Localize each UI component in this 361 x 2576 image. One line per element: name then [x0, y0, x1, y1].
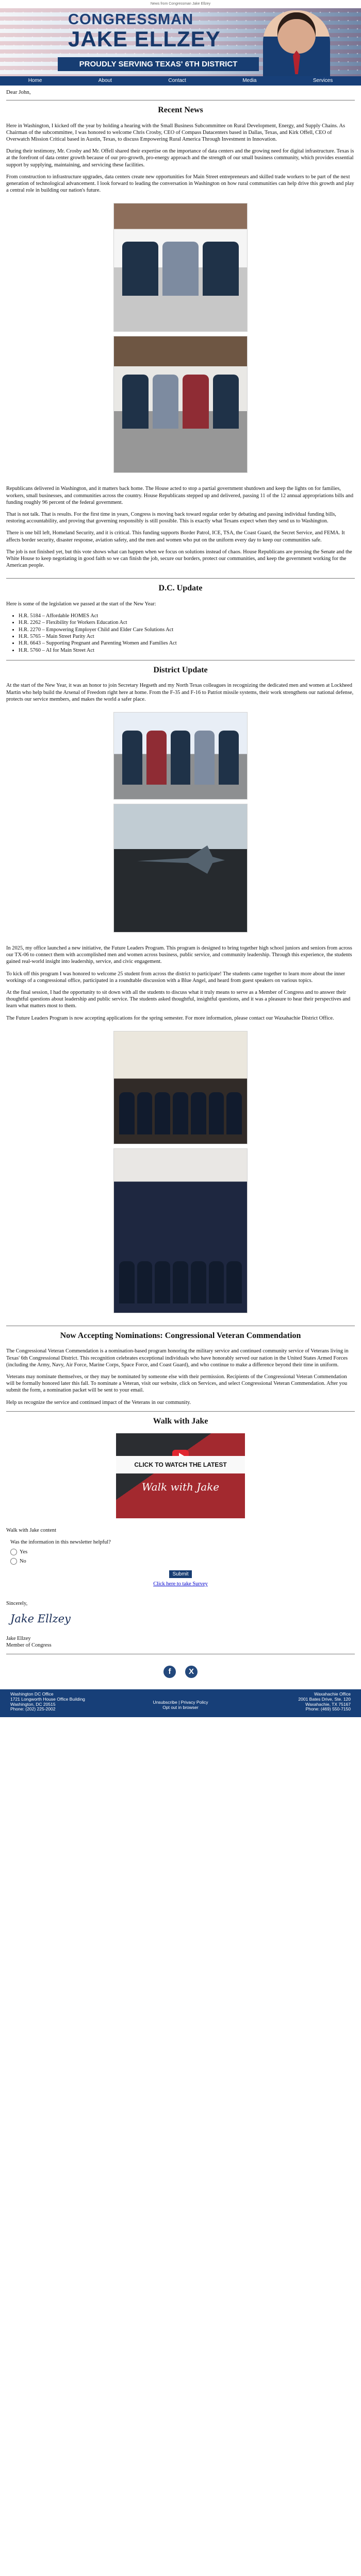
banner-congress: CONGRESSMAN	[68, 11, 194, 28]
sincerely: Sincerely,	[6, 1600, 28, 1606]
student-silhouette	[119, 1092, 135, 1134]
person-silhouette	[122, 731, 142, 785]
no-label: No	[20, 1558, 26, 1565]
district-paragraph: At the final session, I had the opportunity to sit down with all the students to discuss what it truly means to serve as a Member of Congress and to answer their thoughtful questions about leadership and public service. The students asked thoughtful, insightful questions, and it was a pleasure to hear their perspectives and learn what matters most to them.	[6, 990, 351, 1009]
future-leaders-photo-block	[113, 1031, 248, 1313]
news-paragraph: Here in Washington, I kicked off the year by holding a hearing with the Small Business Subcommittee on Rural Development, Energy, and Supply Chains. As Chairman of the subcommittee, I was honored to welcome Chris Crosby, CEO of Compass Datacenters based in Dallas, Texas, and Kirk Offell, CEO of Overwatch Mission Critical based in Austin, Texas, to discuss Empowering Rural America Through Investment in Innovation.	[6, 123, 346, 142]
banner-name: JAKE ELLZEY	[68, 27, 221, 51]
survey-link[interactable]: Click here to take Survey	[153, 1581, 208, 1587]
legislation-item: • H.R. 5184 – Affordable HOMES Act	[19, 613, 355, 619]
person-silhouette	[194, 731, 215, 785]
legislation-item: • H.R. 2262 – Flexibility for Workers Education Act	[19, 619, 355, 626]
divider	[6, 1411, 355, 1412]
hearing-participants	[122, 242, 239, 296]
divider	[6, 578, 355, 579]
yes-radio[interactable]	[10, 1549, 17, 1555]
dc-office-info	[10, 1692, 124, 1717]
student-silhouette	[226, 1092, 242, 1134]
roundtable-photo	[113, 1148, 248, 1313]
recent-news-title: Recent News	[158, 106, 203, 115]
legislation-item: • H.R. 6643 – Supporting Pregnant and Parenting Women and Families Act	[19, 640, 355, 647]
lockheed-group	[122, 740, 239, 785]
nav-contact[interactable]: Contact	[168, 77, 186, 83]
lockheed-photo-block	[113, 712, 248, 933]
nav-services[interactable]: Services	[313, 77, 333, 83]
district-office-city: Waxahachie, TX 75167	[305, 1701, 351, 1707]
news-paragraph: That is not talk. That is results. For the first time in years, Congress is moving back toward regular order by debating and passing individual funding bills, restoring accountability, and proving that governing responsibly is still possible. This is exactly what Texans expect when they send us to Washington.	[6, 511, 336, 524]
nav-spacer	[0, 86, 361, 88]
news-paragraph: From construction to infrastructure upgrades, data centers create new opportunities for Main Street entrepreneurs and skilled trade workers to be part of the next generation of technological advancement. I look forward to leading the conversation in Washington on how rural communities can help drive this growth and play a central role in building our nation's future.	[6, 174, 354, 194]
watch-latest-label: CLICK TO WATCH THE LATEST	[116, 1456, 245, 1473]
yes-label: Yes	[20, 1549, 28, 1555]
student-silhouette	[191, 1092, 206, 1134]
congressman-head	[277, 12, 316, 54]
main-navigation	[0, 76, 361, 86]
social-links	[6, 1662, 355, 1682]
hearing-photo-block	[113, 203, 248, 473]
person-silhouette	[122, 375, 149, 429]
member-title: Member of Congress	[6, 1642, 52, 1648]
testimony-photo	[113, 336, 248, 473]
person-silhouette	[122, 242, 158, 296]
person-silhouette	[119, 1261, 135, 1303]
opt-out-link[interactable]: Opt out in browser	[162, 1704, 199, 1710]
person-silhouette	[153, 375, 179, 429]
person-silhouette	[203, 242, 239, 296]
testimony-participants	[122, 375, 239, 429]
person-silhouette	[171, 731, 191, 785]
walk-content: Walk with Jake content	[6, 1528, 56, 1534]
nav-about[interactable]: About	[98, 77, 112, 83]
district-office-title: Waxahachie Office	[314, 1691, 351, 1697]
newsletter-footer	[0, 1689, 361, 1717]
dc-office-title: Washington DC Office	[10, 1691, 54, 1697]
district-paragraph: At the start of the New Year, it was an honor to join Secretary Hegseth and my North Texas colleagues in recognizing the dedicated men and women at Lockheed Martin who help build the Arsenal of Freedom right here at home. From the F-35 and F-16 to Patriot missile systems, their work strengthens our national defense, protects our service members, and makes the world a safer place.	[6, 683, 354, 702]
student-silhouette	[155, 1092, 170, 1134]
person-silhouette	[162, 242, 199, 296]
news-paragraph: Republicans delivered in Washington, and it matters back home. The House acted to stop a partial government shutdown and keep the lights on for families, workers, small businesses, and communities across the country. House Republicans stepped up and delivered, passing 11 of the 12 annual appropriations bills and funding roughly 96 percent of the federal government.	[6, 486, 354, 505]
legislation-item: • H.R. 5765 – Main Street Parity Act	[19, 633, 355, 640]
district-office-address: 2001 Bates Drive, Ste. 120	[298, 1696, 351, 1702]
news-paragraph: During their testimony, Mr. Crosby and Mr. Offell shared their expertise on the importance of data centers and the growing need for digital infrastructure. Texas is at the forefront of data center growth because of our pro-growth, pro-energy approach and the strength of our small business community, which provides essential support by supplying, maintaining, and servicing these facilities.	[6, 148, 354, 168]
nav-media[interactable]: Media	[242, 77, 257, 83]
person-silhouette	[146, 731, 167, 785]
dc-intro: Here is some of the legislation we passed at the start of the New Year:	[6, 601, 156, 607]
legislation-item: • H.R. 5760 – AI for Main Street Act	[19, 647, 355, 654]
walk-video-card[interactable]	[116, 1433, 245, 1518]
signature: Jake Ellzey	[10, 1612, 71, 1625]
top-notice: News from Congressman Jake Ellzey	[150, 2, 211, 6]
student-silhouette	[209, 1092, 224, 1134]
legislation-list	[19, 613, 355, 654]
x-icon[interactable]: X	[185, 1666, 198, 1678]
dc-office-address: 1721 Longworth House Office Building	[10, 1696, 85, 1702]
footer-links	[124, 1692, 237, 1717]
roundtable-group	[119, 1184, 242, 1303]
nav-home[interactable]: Home	[28, 77, 42, 83]
student-silhouette	[173, 1092, 188, 1134]
news-paragraph: The job is not finished yet, but this vote shows what can happen when we focus on solutions instead of chaos. House Republicans are pressing the Senate and the White House to keep negotiating in good faith so we can finish the job, secure our borders, protect our communities, and keep the government working for the American people.	[6, 549, 352, 569]
person-silhouette	[155, 1261, 170, 1303]
district-update-title: District Update	[153, 665, 208, 674]
no-option[interactable]	[10, 1558, 355, 1565]
students-group-photo	[113, 1031, 248, 1144]
feedback-question: Was the information in this newsletter helpful?	[10, 1539, 111, 1546]
nomination-paragraph: Help us recognize the service and continued impact of the Veterans in our community.	[6, 1399, 191, 1405]
fighter-jet-icon	[137, 845, 225, 874]
proudly-serving-banner: PROUDLY SERVING TEXAS' 6TH DISTRICT	[58, 57, 259, 71]
greeting: Dear John,	[6, 89, 31, 95]
no-radio[interactable]	[10, 1558, 17, 1565]
person-silhouette	[219, 731, 239, 785]
unsubscribe-link[interactable]: Unsubscribe	[153, 1700, 177, 1705]
dc-office-phone: Phone: (202) 225-2002	[10, 1706, 56, 1712]
person-silhouette	[209, 1261, 224, 1303]
students-group	[119, 1066, 242, 1134]
dc-office-city: Washington, DC 20515	[10, 1701, 56, 1707]
nomination-paragraph: Veterans may nominate themselves, or they may be nominated by someone else with their permission. Recipients of the Congressional Veteran Commendation will be formally honored later this fall. To nominate a Veteran, visit our website, click on Services, and select Congressional Veteran Commendation. After you submit the form, a nomination packet will be sent to your email.	[6, 1374, 348, 1394]
person-silhouette	[191, 1261, 206, 1303]
nominations-title: Now Accepting Nominations: Congressional Veteran Commendation	[60, 1331, 301, 1340]
district-office-info	[237, 1692, 351, 1717]
submit-button[interactable]: Submit	[169, 1570, 191, 1578]
person-silhouette	[213, 375, 239, 429]
link-separator: |	[178, 1700, 181, 1705]
person-silhouette	[137, 1261, 153, 1303]
nomination-paragraph: The Congressional Veteran Commendation is a nomination-based program honoring the military service and continued community service of Veterans living in Texas' 6th Congressional District. This recognition celebrates exceptional individuals who have honorably served our nation in the United States Armed Forces (including the Army, Navy, Air Force, Marine Corps, Space Force, and Coast Guard), and who continue to make a difference beyond their time in uniform.	[6, 1348, 349, 1368]
news-paragraph: There is one bill left, Homeland Security, and it is critical. This funding supports Border Patrol, ICE, TSA, the Coast Guard, the Secret Service, and FEMA. It affects border security, disaster response, aviation safety, and the men and women who put on the uniform every day to keep our communities safe.	[6, 530, 345, 543]
district-paragraph: The Future Leaders Program is now accepting applications for the spring semester. For more information, please contact our Waxahachie District Office.	[6, 1015, 334, 1021]
district-paragraph: In 2025, my office launched a new initiative, the Future Leaders Program. This program is designed to bring together high school juniors and seniors from across our TX-06 to connect them with accomplished men and women across business, public service, and community leadership. Through this experience, the students gained real-world insight into leadership, service, and civic engagement.	[6, 945, 352, 965]
newsletter-content	[0, 89, 361, 1682]
dc-update-title: D.C. Update	[158, 584, 203, 593]
student-silhouette	[137, 1092, 153, 1134]
person-silhouette	[173, 1261, 188, 1303]
person-silhouette	[183, 375, 209, 429]
facebook-icon[interactable]: f	[163, 1666, 176, 1678]
person-silhouette	[226, 1261, 242, 1303]
yes-option[interactable]	[10, 1549, 355, 1555]
privacy-link[interactable]: Privacy Policy	[180, 1700, 208, 1705]
walk-script-label: Walk with Jake	[141, 1481, 220, 1494]
legislation-item: • H.R. 2270 – Empowering Employer Child and Elder Care Solutions Act	[19, 626, 355, 633]
lockheed-group-photo	[113, 712, 248, 800]
congressman-banner	[0, 8, 361, 76]
newsletter-feedback-form	[10, 1539, 355, 1565]
walk-title: Walk with Jake	[153, 1416, 208, 1426]
aircraft-photo	[113, 804, 248, 933]
hearing-photo	[113, 203, 248, 332]
signature-name: Jake Ellzey	[6, 1635, 31, 1641]
district-office-phone: Phone: (469) 550-7150	[305, 1706, 351, 1712]
district-paragraph: To kick off this program I was honored to welcome 25 student from across the district to participate! The students came together to learn more about the inner workings of a congressional office, participated in a roundtable discussion with a Blue Angel, and heard from guest speakers on various topics.	[6, 971, 346, 984]
